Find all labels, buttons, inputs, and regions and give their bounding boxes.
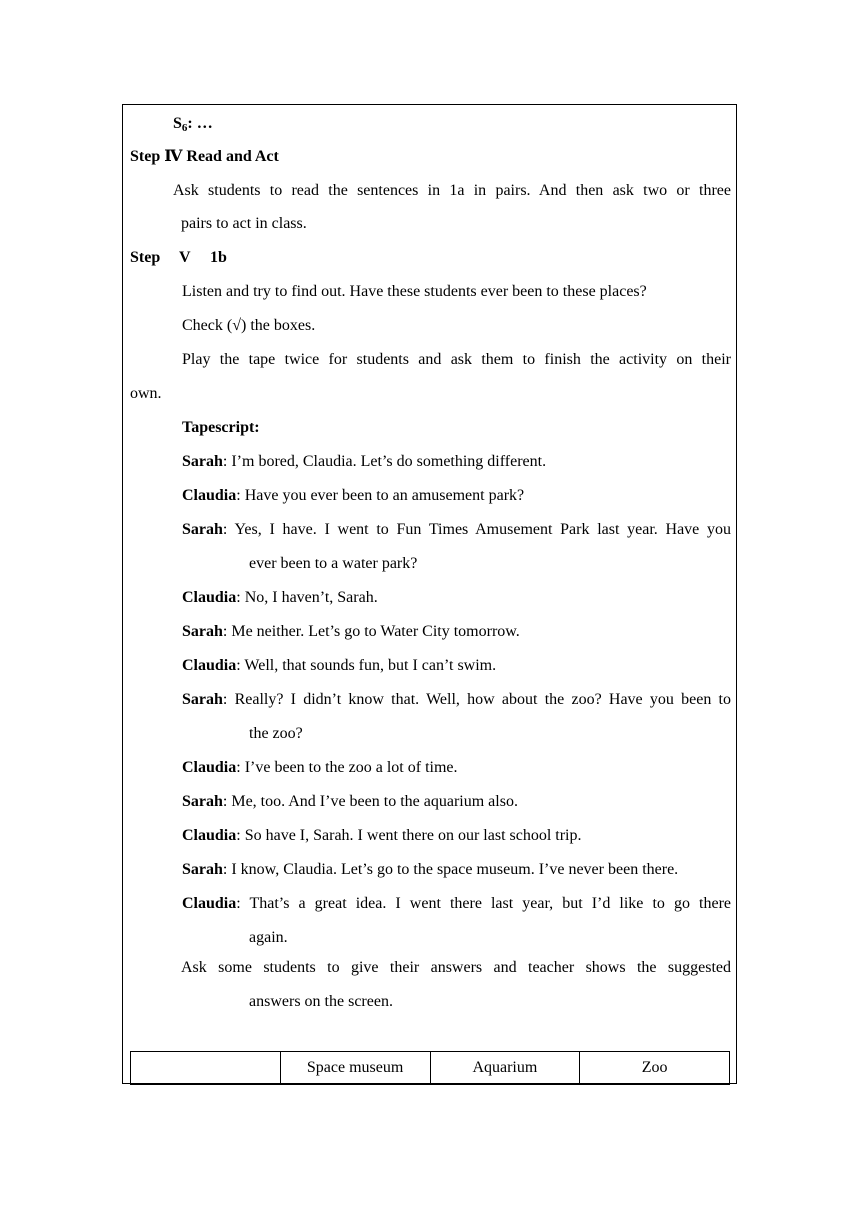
speaker-name: Claudia [182,827,237,844]
speaker-name: Claudia [182,589,237,606]
play-instruction-line2: own. [130,385,162,402]
speech-text: : No, I haven’t, Sarah. [236,589,378,606]
speech-text: : Me neither. Let’s go to Water City tomorrow. [222,623,520,640]
dialogue-line [182,860,678,880]
step4-paragraph-line2: pairs to act in class. [181,215,307,232]
dialogue-continuation: the zoo? [249,725,303,742]
speech-text: : Me, too. And I’ve been to the aquarium also. [222,793,518,810]
dialogue-line [182,588,378,608]
speaker-name: Claudia [182,487,237,504]
s6-line: $S_6$: … [173,115,213,134]
table-header-zoo: Zoo [580,1052,730,1085]
closing-instruction-line1: Ask some students to give their answers and teacher shows the suggested [181,959,731,976]
speech-text: : Really? I didn’t know that. Well, how about the zoo? Have you been to [222,691,731,708]
table-header-blank [131,1052,281,1085]
speaker-name: Sarah [182,623,223,640]
speaker-name: Sarah [182,793,223,810]
dialogue-continuation: ever been to a water park? [249,555,418,572]
dialogue-line [182,690,731,710]
closing-instruction-line2: answers on the screen. [249,993,393,1010]
speaker-name: Sarah [182,521,223,538]
speaker-name: Claudia [182,895,237,912]
step4-paragraph-line1: Ask students to read the sentences in 1a in pairs. And then ask two or three [173,182,731,199]
play-instruction-line1: Play the tape twice for students and ask them to finish the activity on their [182,351,731,368]
dialogue-line [182,792,518,812]
listen-instruction: Listen and try to find out. Have these students ever been to these places? [182,283,647,300]
speech-text: : Have you ever been to an amusement park? [236,487,525,504]
speech-text: : Yes, I have. I went to Fun Times Amusement Park last year. Have you [222,521,731,538]
speech-text: : I’m bored, Claudia. Let’s do something different. [222,453,547,470]
speaker-name: Claudia [182,657,237,674]
speech-text: : I’ve been to the zoo a lot of time. [236,759,458,776]
speech-text: : That’s a great idea. I went there last year, but I’d like to go there [236,895,731,912]
step5-heading-numeral: V [179,249,191,266]
step5-heading-activity: 1b [210,249,227,266]
speaker-name: Sarah [182,453,223,470]
step5-heading: Step [130,249,161,266]
table-header-aquarium: Aquarium [430,1052,580,1085]
dialogue-continuation: again. [249,929,288,946]
speech-text: : So have I, Sarah. I went there on our last school trip. [236,827,582,844]
answers-table [130,1051,730,1085]
dialogue-line [182,486,524,506]
speaker-name: Claudia [182,759,237,776]
speech-text: : Well, that sounds fun, but I can’t swim. [236,657,497,674]
table-header-space-museum: Space museum [280,1052,430,1085]
dialogue-line [182,520,731,540]
speaker-name: Sarah [182,861,223,878]
table-row [131,1052,730,1085]
dialogue-line [182,758,458,778]
speaker-name: Sarah [182,691,223,708]
step4-heading: Step Ⅳ Read and Act [130,148,279,165]
check-instruction: Check (√) the boxes. [182,317,316,334]
dialogue-line [182,826,582,846]
dialogue-line [182,894,731,914]
dialogue-line [182,656,496,676]
speech-text: : I know, Claudia. Let’s go to the space museum. I’ve never been there. [222,861,679,878]
dialogue-line [182,452,546,472]
dialogue-line [182,622,520,642]
tapescript-label: Tapescript: [182,419,260,436]
